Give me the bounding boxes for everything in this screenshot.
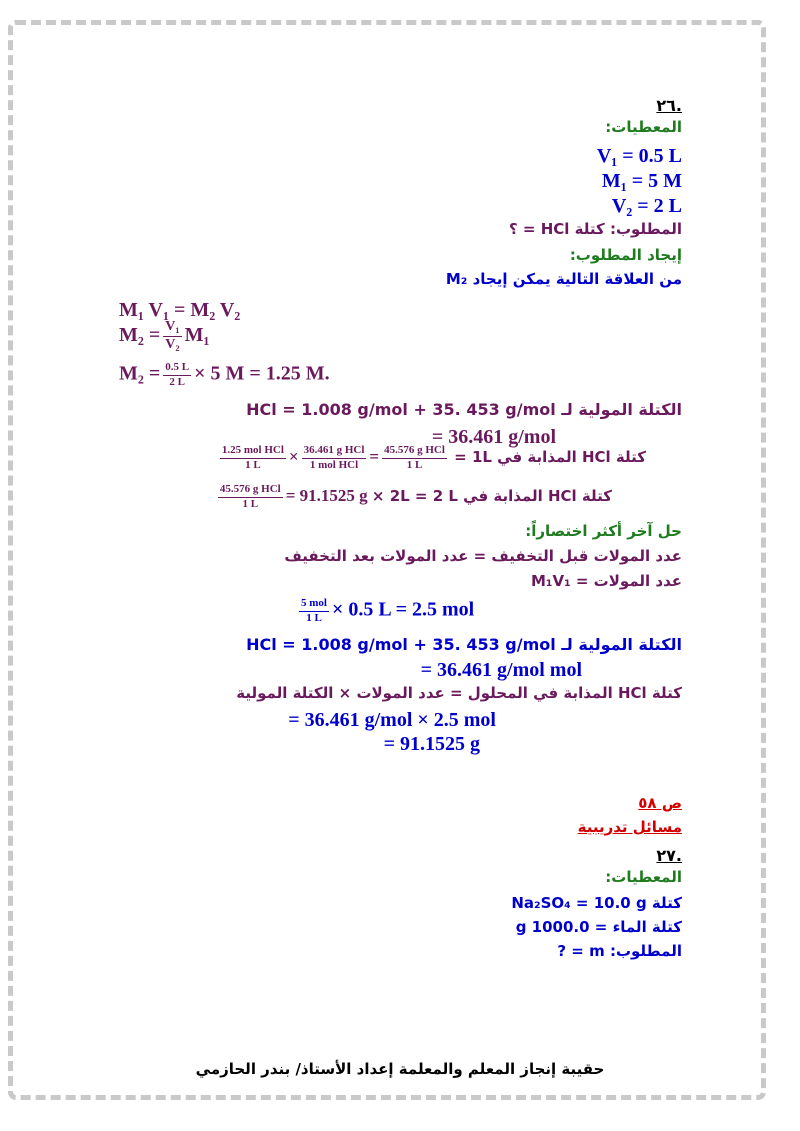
eq3-denominator: 2 L bbox=[169, 375, 185, 388]
q27-water: كتلة الماء = 1000.0 g bbox=[515, 918, 682, 936]
eq2-rhs: M₁ bbox=[184, 323, 210, 346]
eq2-lhs: M₂ = bbox=[119, 323, 161, 346]
moles-den: 1 L bbox=[306, 611, 322, 624]
q26-find-label: إيجاد المطلوب: bbox=[569, 246, 682, 264]
q26-moles-rule: عدد المولات قبل التخفيف = عدد المولات بعد التخفيف bbox=[284, 547, 682, 565]
mass1-label: كتلة HCl المذابة في 1L = bbox=[454, 447, 646, 466]
mass1-frac2-num: 36.461 g HCl bbox=[302, 445, 367, 459]
mass2-den: 1 L bbox=[242, 497, 259, 510]
mass1-frac1-num: 1.25 mol HCl bbox=[220, 445, 286, 459]
q26-mass-2L bbox=[132, 484, 612, 510]
q26-givens-label: المعطيات: bbox=[605, 118, 682, 136]
mass1-times: × bbox=[288, 446, 299, 466]
question-26-number: ٢٦. bbox=[656, 96, 682, 115]
q26-m1: M₁ = 5 M bbox=[601, 170, 682, 192]
q26-mass-final: = 91.1525 g bbox=[383, 733, 480, 755]
eq2-denominator: V₂ bbox=[165, 336, 180, 352]
mass1-frac2-den: 1 mol HCl bbox=[309, 458, 359, 471]
mass1-frac3-den: 1 L bbox=[406, 458, 423, 471]
q26-v2: V₂ = 2 L bbox=[611, 195, 682, 217]
q27-required: المطلوب: m = ? bbox=[557, 942, 682, 960]
q26-moles-eq: عدد المولات = M₁V₁ bbox=[530, 572, 682, 590]
mass1-equals: = bbox=[369, 446, 380, 466]
q26-molar-mass-line: الكتلة المولية لـ HCl = 1.008 g/mol + 35. 453 g/mol bbox=[246, 400, 682, 419]
q26-relation: من العلاقة التالية يمكن إيجاد M₂ bbox=[445, 270, 682, 288]
q26-required: المطلوب: كتلة HCl = ؟ bbox=[509, 220, 682, 238]
mass2-rhs: = 91.1525 g bbox=[285, 485, 368, 505]
mass1-frac3-num: 45.576 g HCl bbox=[382, 445, 447, 459]
mass1-frac1-den: 1 L bbox=[245, 458, 261, 471]
eq3-lhs: M₂ = bbox=[119, 362, 161, 385]
question-27-number: ٢٧. bbox=[656, 846, 682, 865]
q26-eq3 bbox=[119, 362, 330, 388]
page-reference: ص ٥٨ bbox=[638, 794, 682, 812]
moles-num: 5 mol bbox=[299, 598, 329, 612]
eq3-numerator: 0.5 L bbox=[163, 362, 191, 376]
q26-mass-rule: كتلة HCl المذابة في المحلول = عدد المولات × الكتلة المولية bbox=[236, 684, 682, 702]
q26-mass-calc: = 36.461 g/mol × 2.5 mol bbox=[288, 709, 496, 731]
q26-mass-1L bbox=[119, 445, 646, 471]
q27-na2so4: كتلة Na₂SO₄ = 10.0 g bbox=[511, 894, 682, 912]
eq2-numerator: V₁ bbox=[163, 320, 181, 337]
mass2-num: 45.576 g HCl bbox=[218, 484, 283, 498]
q26-v1: V₁ = 0.5 L bbox=[596, 145, 682, 167]
q26-eq2 bbox=[119, 320, 209, 352]
q26-eq1: M₁ V₁ = M₂ V₂ bbox=[119, 299, 241, 321]
mass2-label: كتلة HCl المذابة في 2L = 2 L × bbox=[371, 486, 612, 505]
q26-molar-mass-line2: الكتلة المولية لـ HCl = 1.008 g/mol + 35. 453 g/mol bbox=[246, 635, 682, 654]
q27-givens-label: المعطيات: bbox=[605, 868, 682, 886]
q26-molar-mass-result: = 36.461 g/mol bbox=[431, 426, 556, 448]
q26-molar-mass-result2: = 36.461 g/mol mol bbox=[420, 659, 582, 681]
moles-rhs: × 0.5 L = 2.5 mol bbox=[331, 598, 475, 621]
eq3-rhs: × 5 M = 1.25 M. bbox=[194, 362, 330, 385]
footer-credit: حقيبة إنجاز المعلم والمعلمة إعداد الأستاذ/ بندر الحازمي bbox=[195, 1060, 605, 1078]
q26-moles-calc bbox=[296, 598, 474, 624]
practice-title: مسائل تدريبية bbox=[577, 818, 682, 836]
q26-alt-label: حل آخر أكثر اختصاراً: bbox=[525, 522, 682, 540]
